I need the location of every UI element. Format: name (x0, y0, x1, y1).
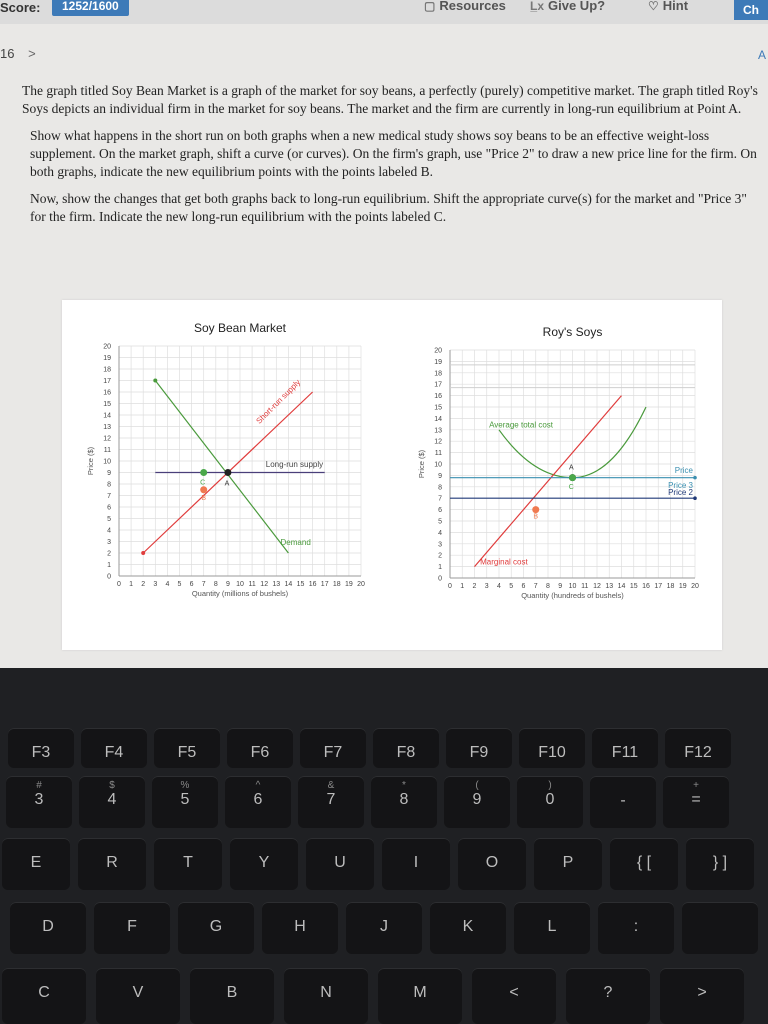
firm-x-tick: 14 (617, 583, 626, 590)
num-key-2[interactable]: % 5 (152, 776, 218, 828)
resources-label: Resources (439, 0, 506, 13)
next-question-icon[interactable]: > (28, 46, 36, 61)
market-y-tick: 6 (107, 504, 111, 512)
market-x-tick: 20 (357, 581, 365, 588)
firm-y-tick: 17 (434, 381, 442, 389)
num-key-8[interactable]: - (590, 776, 656, 828)
short-run-supply-label: Short-run supply (254, 377, 303, 426)
give-up-icon: L̲x (530, 0, 545, 13)
num-key-1[interactable]: $ 4 (79, 776, 145, 828)
firm-x-tick: 10 (568, 583, 577, 590)
letter-key-3[interactable]: Y (230, 838, 298, 890)
market-y-tick: 7 (107, 493, 111, 500)
fn-key-F3[interactable]: F3 (8, 728, 74, 768)
market-x-tick: 7 (201, 581, 206, 588)
market-x-tick: 4 (165, 581, 170, 588)
firm-x-tick: 12 (593, 583, 601, 590)
average-total-cost-label: Average total cost (489, 420, 553, 430)
market-y-tick: 4 (107, 527, 111, 535)
home-key-6[interactable]: L (514, 902, 590, 954)
long-run-supply-label: Long-run supply (265, 459, 324, 469)
num-key-4[interactable]: & 7 (298, 776, 364, 828)
firm-x-tick: 6 (521, 583, 526, 590)
home-key-8[interactable] (682, 902, 758, 954)
firm-x-tick: 15 (629, 583, 638, 590)
score-label: Score: (0, 0, 41, 15)
market-y-tick: 0 (107, 573, 111, 581)
letter-key-9[interactable]: } ] (686, 838, 754, 890)
num-key-7[interactable]: ) 0 (517, 776, 583, 828)
market-point-A (224, 469, 231, 476)
firm-title: Roy's Soys (542, 325, 603, 339)
market-y-tick: 3 (107, 539, 111, 546)
firm-point-B (532, 506, 539, 513)
market-x-tick: 11 (248, 581, 256, 588)
hint-button[interactable] (648, 0, 688, 13)
resources-button[interactable] (424, 0, 506, 13)
market-x-tick: 1 (129, 581, 134, 588)
firm-x-tick: 0 (448, 583, 452, 590)
firm-label-C: C (568, 484, 574, 492)
firm-y-tick: 13 (434, 427, 442, 435)
resources-icon: ▢ (424, 0, 436, 13)
market-x-tick: 12 (260, 581, 269, 588)
market-y-tick: 16 (103, 389, 111, 397)
fn-key-F8[interactable]: F8 (373, 728, 439, 768)
market-x-tick: 6 (189, 581, 194, 588)
price-label: Price (674, 466, 693, 476)
home-key-3[interactable]: H (262, 902, 338, 954)
firm-x-tick: 5 (509, 583, 514, 590)
firm-y-tick: 8 (438, 484, 442, 492)
firm-y-tick: 20 (434, 347, 442, 355)
market-y-tick: 8 (107, 481, 111, 489)
market-xlabel: Quantity (millions of bushels) (191, 589, 289, 598)
num-key-9[interactable]: + = (663, 776, 729, 828)
bottom-key-6[interactable]: ? (566, 968, 650, 1024)
question-number: 16 (0, 46, 15, 61)
demand-handle (153, 379, 157, 383)
num-key-5[interactable]: * 8 (371, 776, 437, 828)
home-key-7[interactable]: : (598, 902, 674, 954)
home-key-5[interactable]: K (430, 902, 506, 954)
firm-y-tick: 1 (438, 564, 442, 572)
market-y-tick: 2 (107, 550, 111, 558)
bottom-key-0[interactable]: C (2, 968, 86, 1024)
bottom-key-5[interactable]: < (472, 968, 556, 1024)
num-key-0[interactable]: # 3 (6, 776, 72, 828)
market-x-tick: 19 (345, 581, 353, 588)
firm-y-tick: 0 (438, 575, 442, 583)
firm-y-tick: 3 (438, 541, 442, 549)
fn-key-F9[interactable]: F9 (446, 728, 512, 768)
market-y-tick: 5 (107, 516, 111, 523)
market-point-C (200, 469, 207, 476)
home-key-2[interactable]: G (178, 902, 254, 954)
letter-key-6[interactable]: O (458, 838, 526, 890)
hint-label: Hint (662, 0, 689, 13)
letter-key-2[interactable]: T (154, 838, 222, 890)
firm-y-tick: 14 (434, 415, 442, 423)
question-text (18, 82, 760, 235)
market-y-tick: 10 (103, 458, 111, 466)
letter-key-4[interactable]: U (306, 838, 374, 890)
firm-x-tick: 19 (678, 583, 687, 590)
firm-xlabel: Quantity (hundreds of bushels) (521, 591, 624, 600)
market-y-tick: 19 (103, 355, 111, 362)
question-nav (0, 46, 36, 61)
price-2-label: Price 2 (668, 487, 693, 497)
firm-x-tick: 3 (484, 583, 489, 590)
letter-key-5[interactable]: I (382, 838, 450, 890)
firm-x-tick: 13 (605, 583, 614, 590)
fn-key-F10[interactable]: F10 (519, 728, 585, 768)
home-key-0[interactable]: D (10, 902, 86, 954)
question-paragraph-3: Now, show the changes that get both graphs back to long-run equilibrium. Shift the appropriate curve(s) for the market and "Price 3" for the firm. Indicate the new long-run equilibrium with the points labeled C. (30, 191, 747, 224)
bottom-key-1[interactable]: V (96, 968, 180, 1024)
top-toolbar (0, 0, 768, 24)
right-edge-fragment: A (757, 48, 766, 62)
market-x-tick: 13 (272, 581, 281, 588)
firm-y-tick: 16 (434, 393, 442, 401)
firm-y-tick: 12 (434, 438, 442, 446)
market-label-C: C (200, 479, 206, 487)
letter-key-7[interactable]: P (534, 838, 602, 890)
firm-y-tick: 2 (438, 552, 442, 560)
market-x-tick: 3 (153, 581, 158, 588)
firm-x-tick: 11 (581, 583, 589, 590)
market-x-tick: 17 (320, 581, 329, 588)
market-y-tick: 15 (103, 401, 111, 408)
market-y-tick: 1 (107, 562, 111, 569)
market-x-tick: 5 (177, 581, 182, 588)
firm-label-B: B (533, 513, 539, 521)
fn-key-F4[interactable]: F4 (81, 728, 147, 768)
firm-x-tick: 20 (691, 583, 699, 590)
firm-y-tick: 6 (438, 507, 442, 515)
market-label-B: B (201, 494, 207, 502)
market-x-tick: 15 (296, 581, 305, 588)
laptop-keyboard (0, 668, 768, 1024)
fn-key-F5[interactable]: F5 (154, 728, 220, 768)
market-x-tick: 0 (117, 581, 121, 588)
firm-y-tick: 10 (434, 461, 442, 469)
price-3-label: Price 3 (668, 480, 693, 490)
firm-x-tick: 7 (533, 583, 538, 590)
market-ylabel: Price ($) (86, 446, 95, 476)
firm-y-tick: 15 (434, 404, 442, 412)
market-y-tick: 9 (107, 470, 111, 477)
graph-card (62, 300, 722, 650)
score-value: 1252/1600 (52, 0, 129, 16)
num-key-6[interactable]: ( 9 (444, 776, 510, 828)
fn-key-F12[interactable]: F12 (665, 728, 731, 768)
firm-x-tick: 8 (546, 583, 550, 590)
market-y-tick: 18 (103, 366, 111, 374)
letter-key-0[interactable]: E (2, 838, 70, 890)
market-x-tick: 14 (284, 581, 293, 588)
firm-x-tick: 16 (642, 583, 650, 590)
firm-x-tick: 1 (460, 583, 465, 590)
market-x-tick: 10 (236, 581, 244, 588)
market-y-tick: 12 (103, 435, 111, 443)
firm-x-tick: 9 (558, 583, 563, 590)
bottom-key-2[interactable]: B (190, 968, 274, 1024)
firm-y-tick: 4 (438, 529, 442, 537)
demand-label: Demand (280, 537, 311, 547)
market-title: Soy Bean Market (193, 321, 287, 335)
bottom-key-7[interactable]: > (660, 968, 744, 1024)
firm-y-tick: 9 (438, 472, 442, 480)
firm-x-tick: 17 (654, 583, 663, 590)
price-line-handle (693, 476, 697, 480)
firm-y-tick: 11 (434, 450, 442, 458)
market-label-A: A (224, 480, 230, 488)
market-point-B (200, 486, 207, 493)
firm-x-tick: 18 (666, 583, 675, 590)
bottom-key-3[interactable]: N (284, 968, 368, 1024)
market-y-tick: 17 (103, 378, 111, 385)
home-key-1[interactable]: F (94, 902, 170, 954)
firm-y-tick: 18 (434, 370, 442, 378)
market-x-tick: 18 (332, 581, 341, 588)
firm-ylabel: Price ($) (417, 449, 426, 479)
firm-y-tick: 7 (438, 495, 442, 503)
marginal-cost-label: Marginal cost (480, 557, 528, 567)
fn-key-F6[interactable]: F6 (227, 728, 293, 768)
market-y-tick: 11 (103, 447, 111, 454)
firm-y-tick: 19 (434, 358, 442, 366)
market-x-tick: 8 (213, 581, 218, 588)
market-y-tick: 20 (103, 343, 111, 351)
firm-label-A: A (568, 464, 574, 472)
home-key-4[interactable]: J (346, 902, 422, 954)
graphs-svg[interactable] (62, 300, 722, 650)
fn-key-F11[interactable]: F11 (592, 728, 658, 768)
check-answer-button[interactable]: Ch (734, 0, 768, 20)
fn-key-F7[interactable]: F7 (300, 728, 366, 768)
market-x-tick: 2 (141, 581, 146, 588)
question-paragraph-2: Show what happens in the short run on both graphs when a new medical study shows soy beans to be an effective weight-loss supplement. On the market graph, shift a curve (or curves). On the firm's graph, use "Price 2" to draw a new price line for the firm. On both graphs, indicate the new equilibrium points with the points labeled B. (30, 128, 757, 179)
market-x-tick: 9 (225, 581, 230, 588)
market-y-tick: 13 (103, 424, 111, 431)
bottom-key-4[interactable]: M (378, 968, 462, 1024)
market-y-tick: 14 (103, 412, 111, 420)
firm-x-tick: 4 (497, 583, 501, 590)
letter-key-8[interactable]: { [ (610, 838, 678, 890)
question-paragraph-1: The graph titled Soy Bean Market is a graph of the market for soy beans, a perfectly (purely) competitive market. The graph titled Roy's Soys depicts an individual firm in the market for soy beans. The market and the firm are currently in long-run equilibrium at Point A. (22, 83, 758, 116)
num-key-3[interactable]: ^ 6 (225, 776, 291, 828)
give-up-label: Give Up? (548, 0, 606, 13)
firm-y-tick: 5 (438, 518, 442, 526)
give-up-button[interactable] (530, 0, 605, 13)
short-run-supply-handle (141, 551, 145, 555)
firm-point-C (569, 474, 576, 481)
market-x-tick: 16 (308, 581, 317, 588)
price-2-handle (693, 496, 697, 500)
hint-icon: ♡ (648, 0, 659, 13)
firm-x-tick: 2 (472, 583, 477, 590)
letter-key-1[interactable]: R (78, 838, 146, 890)
